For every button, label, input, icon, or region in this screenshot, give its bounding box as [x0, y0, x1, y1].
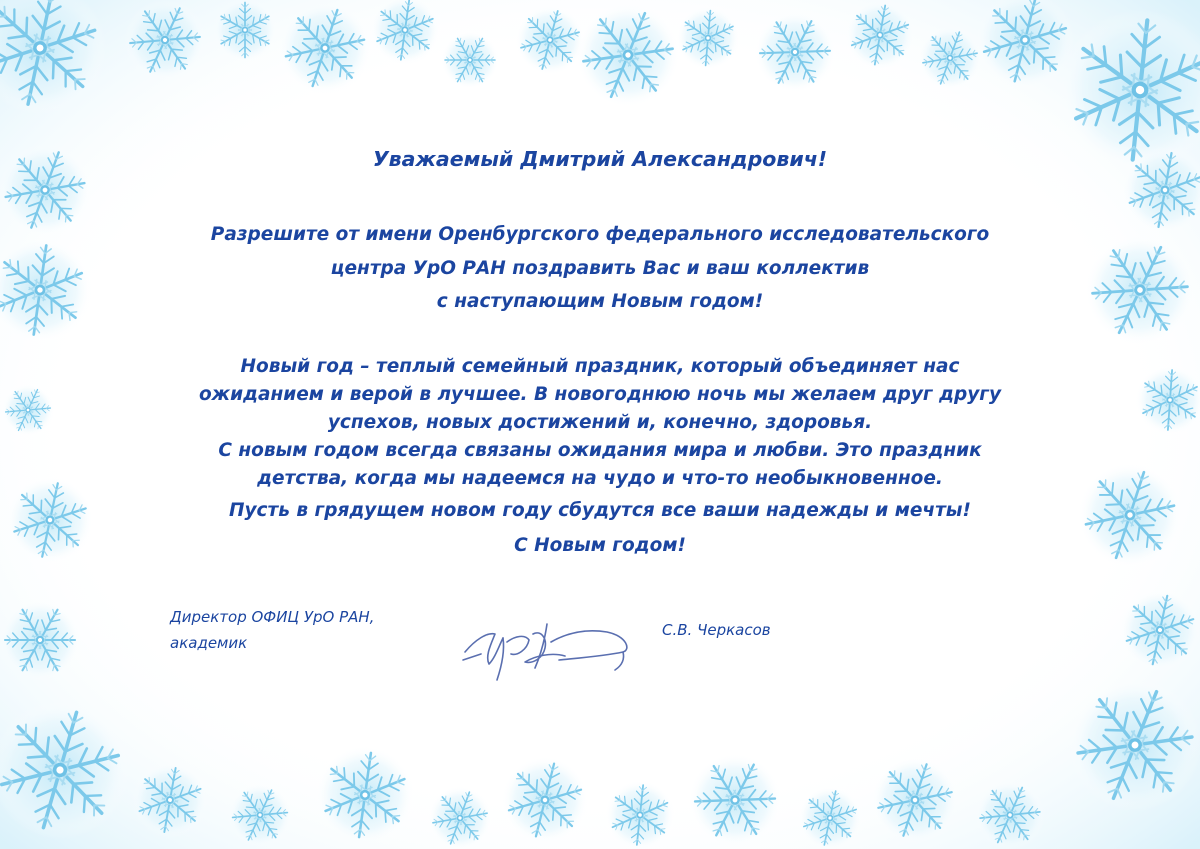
paragraph-line: с наступающим Новым годом!: [436, 291, 764, 312]
paragraph-line: центра УрО РАН поздравить Вас и ваш коллектив: [330, 258, 870, 279]
signatory-name: С.В. Черкасов: [662, 621, 771, 639]
paragraph-line: ожиданием и верой в лучшее. В новогоднюю ночь мы желаем друг другу: [198, 384, 1002, 405]
salutation: Уважаемый Дмитрий Александрович!: [372, 147, 828, 171]
paragraph-line: Новый год – теплый семейный праздник, который объединяет нас: [240, 356, 960, 377]
paragraph-line: С новым годом всегда связаны ожидания мира и любви. Это праздник: [218, 440, 982, 461]
paragraph-line: успехов, новых достижений и, конечно, здоровья.: [327, 412, 873, 433]
paragraph-line: детства, когда мы надеемся на чудо и что-то необыкновенное.: [257, 468, 943, 489]
signatory-position: Директор ОФИЦ УрО РАН,: [170, 608, 375, 626]
handwritten-signature: [455, 612, 645, 692]
closing-greeting: С Новым годом!: [514, 535, 686, 556]
paragraph-line: Пусть в грядущем новом году сбудутся все ваши надежды и мечты!: [229, 500, 971, 521]
signatory-title: академик: [170, 634, 248, 652]
paragraph-line: Разрешите от имени Оренбургского федерального исследовательского: [210, 224, 990, 245]
